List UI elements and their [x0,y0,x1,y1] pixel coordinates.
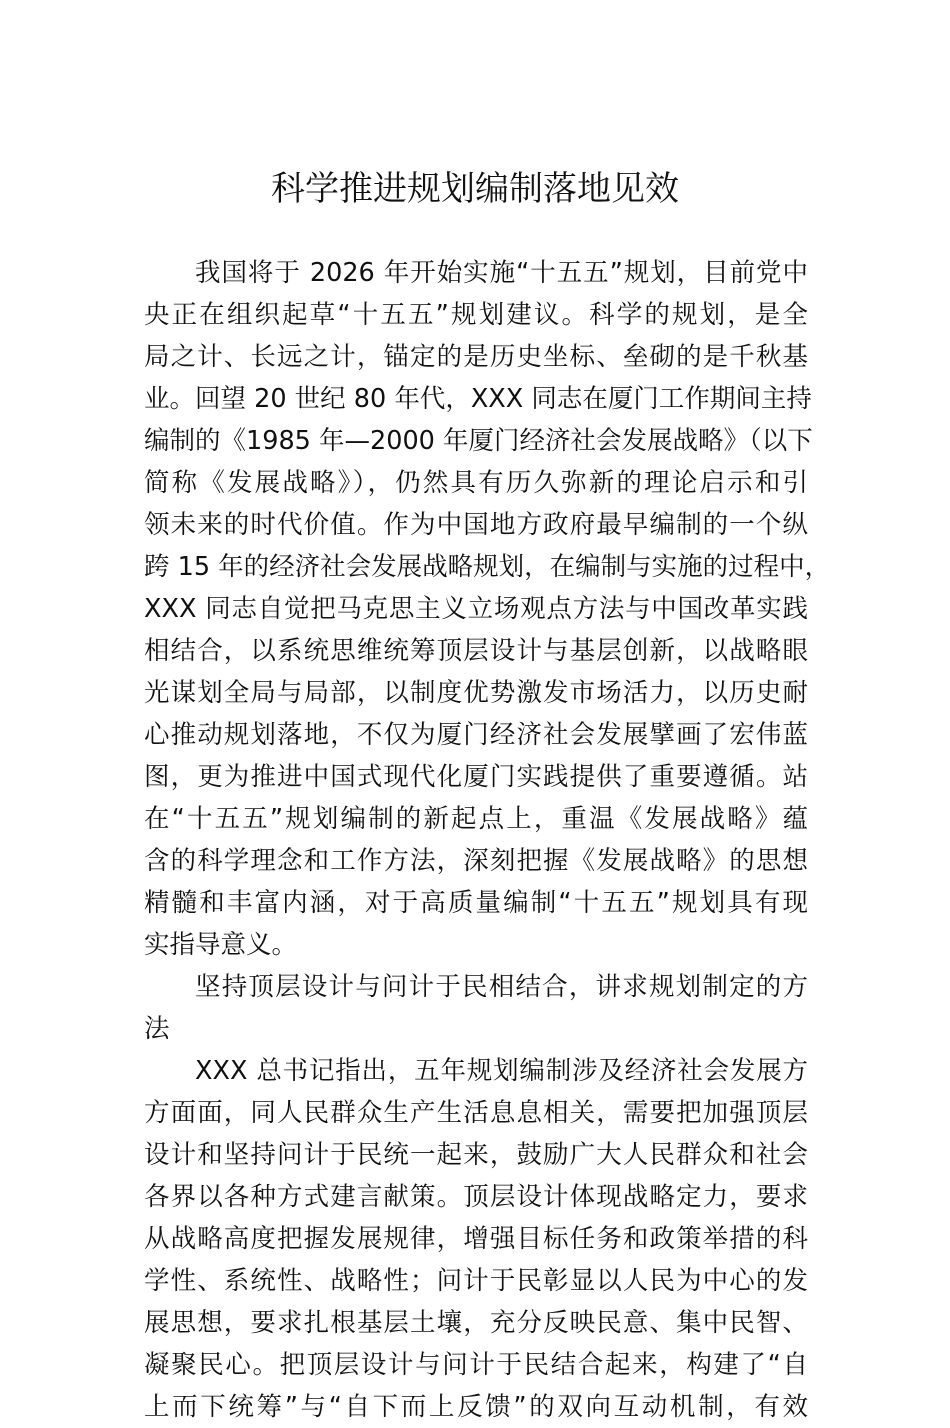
paragraph-1-line-14: 在“十五五”规划编制的新起点上，重温《发展战略》蕴 [144,804,808,834]
paragraph-1-line-8: 跨 15 年的经济社会发展战略规划，在编制与实施的过程中， [144,552,831,582]
paragraph-3-line-3: 设计和坚持问计于民统一起来，鼓励广大人民群众和社会 [144,1140,808,1170]
paragraph-3-line-7: 展思想，要求扎根基层土壤，充分反映民意、集中民智、 [144,1308,808,1338]
paragraph-3-line-2: 方面面，同人民群众生产生活息息相关，需要把加强顶层 [144,1098,808,1128]
paragraph-3-line-8: 凝聚民心。把顶层设计与问计于民结合起来，构建了“自 [144,1350,808,1380]
paragraph-3-line-9: 上而下统筹”与“自下而上反馈”的双向互动机制，有效 [144,1392,808,1422]
section-heading-line-2: 法 [144,1014,170,1044]
paragraph-3-line-5: 从战略高度把握发展规律，增强目标任务和政策举措的科 [144,1224,808,1254]
paragraph-1-line-13: 图，更为推进中国式现代化厦门实践提供了重要遵循。站 [144,762,808,792]
paragraph-1-line-1: 我国将于 2026 年开始实施“十五五”规划，目前党中 [195,258,808,288]
paragraph-1-line-2: 央正在组织起草“十五五”规划建议。科学的规划，是全 [144,300,808,330]
paragraph-1-line-12: 心推动规划落地，不仅为厦门经济社会发展擘画了宏伟蓝 [144,720,808,750]
paragraph-1-line-15: 含的科学理念和工作方法，深刻把握《发展战略》的思想 [144,846,808,876]
document-title: 科学推进规划编制落地见效 [271,169,679,209]
paragraph-1-line-6: 简称《发展战略》），仍然具有历久弥新的理论启示和引 [144,468,808,498]
section-heading-line-1: 坚持顶层设计与问计于民相结合，讲求规划制定的方 [195,972,808,1002]
paragraph-1-line-16: 精髓和丰富内涵，对于高质量编制“十五五”规划具有现 [144,888,808,918]
paragraph-1-line-11: 光谋划全局与局部，以制度优势激发市场活力，以历史耐 [144,678,808,708]
paragraph-1-line-9: XXX 同志自觉把马克思主义立场观点方法与中国改革实践 [144,594,808,624]
paragraph-3-line-4: 各界以各种方式建言献策。顶层设计体现战略定力，要求 [144,1182,808,1212]
paragraph-1-line-5: 编制的《1985 年—2000 年厦门经济社会发展战略》（以下 [144,426,813,456]
paragraph-1-line-3: 局之计、长远之计，锚定的是历史坐标、垒砌的是千秋基 [144,342,808,372]
paragraph-1-line-7: 领未来的时代价值。作为中国地方政府最早编制的一个纵 [144,510,808,540]
paragraph-1-line-4: 业。回望 20 世纪 80 年代，XXX 同志在厦门工作期间主持 [144,384,812,414]
document-body [144,252,831,1428]
paragraph-3-line-1: XXX 总书记指出，五年规划编制涉及经济社会发展方 [195,1056,808,1086]
paragraph-1-line-10: 相结合，以系统思维统筹顶层设计与基层创新，以战略眼 [144,636,808,666]
paragraph-1-line-17: 实指导意义。 [144,930,298,960]
paragraph-3-line-6: 学性、系统性、战略性；问计于民彰显以人民为中心的发 [144,1266,808,1296]
